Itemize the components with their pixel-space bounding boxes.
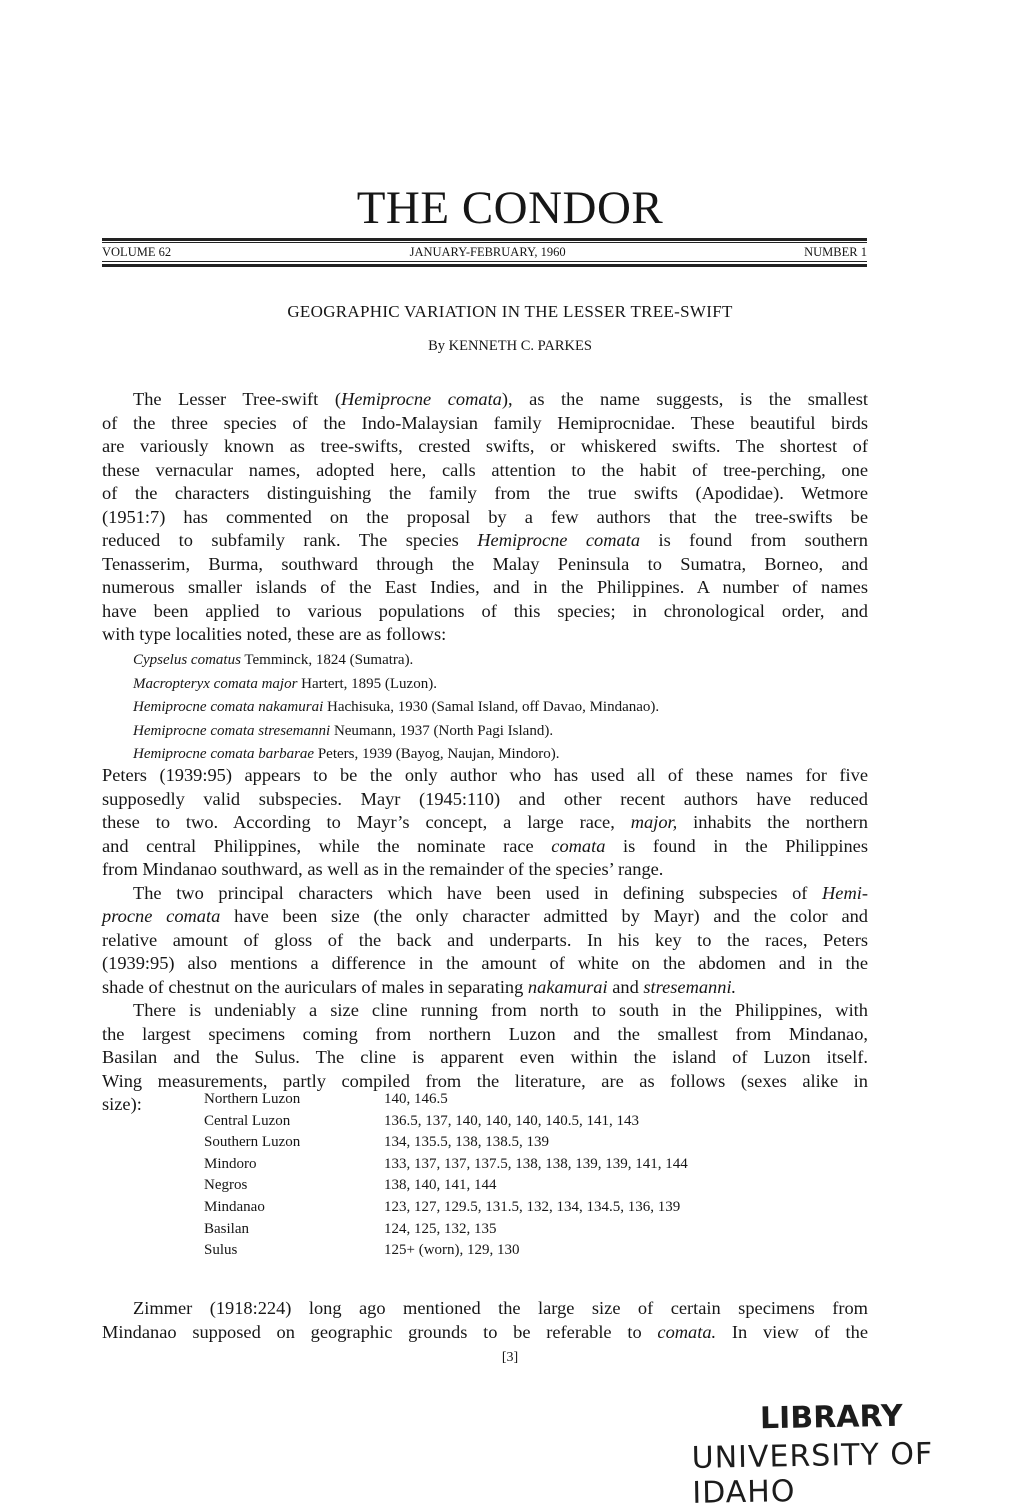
text-line: [102, 811, 868, 834]
issue-date: JANUARY-FEBRUARY, 1960: [409, 245, 566, 259]
italic-text: stresemanni.: [643, 976, 737, 997]
measurements-cell: 140, 146.5: [384, 1091, 448, 1107]
text-segment: ), as the name suggests, is the smallest: [501, 389, 868, 409]
text-line: [133, 696, 659, 719]
text-segment: Neumann, 1937 (North Pagi Island).: [330, 722, 554, 739]
text-segment: the largest specimens coming from northern Luzon and the smallest from Mindanao,: [102, 1023, 868, 1044]
text-line: [102, 976, 868, 999]
region-cell: Sulus: [204, 1242, 238, 1259]
text-segment: of the three species of the Indo-Malaysian family Hemiprocnidae. These beautiful birds: [102, 412, 868, 433]
text-segment: Wing measurements, partly compiled from the literature, are as follows (sexes alike in: [102, 1070, 868, 1091]
text-segment: (1939:95) also mentions a difference in the amount of white on the abdomen and in the: [102, 953, 868, 973]
region-cell: Northern Luzon: [204, 1091, 301, 1107]
text-segment: Tenasserim, Burma, southward through the Malay Peninsula to Sumatra, Borneo, and: [102, 553, 868, 574]
text-segment: with type localities noted, these are as follows:: [102, 624, 447, 644]
text-line: [102, 905, 868, 928]
text-segment: is found from southern: [640, 530, 868, 550]
text-segment: Temminck, 1824 (Sumatra).: [240, 652, 414, 668]
italic-text: Hemiprocne comata: [477, 530, 641, 550]
text-line: [102, 835, 868, 858]
text-segment: reduced to subfamily rank. The species: [102, 530, 478, 550]
text-line: [133, 1297, 868, 1320]
italic-text: major,: [630, 812, 678, 832]
text-line: [102, 1321, 868, 1344]
text-segment: is found in the Philippines: [605, 835, 868, 856]
text-line: [102, 929, 868, 952]
region-cell: Southern Luzon: [204, 1134, 301, 1151]
text-line: [102, 459, 868, 482]
text-line: [102, 623, 868, 646]
byline: By KENNETH C. PARKES: [428, 338, 592, 354]
text-line: [133, 743, 559, 766]
measurements-cell: 136.5, 137, 140, 140, 140, 140.5, 141, 143: [384, 1112, 639, 1129]
text-segment: There is undeniably a size cline running from north to south in the Philippines, with: [133, 1000, 868, 1020]
region-cell: Mindoro: [204, 1155, 257, 1172]
text-line: [102, 412, 868, 435]
text-line: [102, 506, 868, 529]
measurements-cell: 138, 140, 141, 144: [384, 1177, 497, 1194]
italic-text: Hemiprocne comata nakamurai: [133, 699, 324, 715]
text-segment: numerous smaller islands of the East Indies, and in the Philippines. A number of names: [102, 577, 868, 597]
italic-text: Hemiprocne comata stresemanni: [133, 722, 331, 739]
text-segment: and central Philippines, while the nominate race: [102, 835, 552, 856]
masthead-rule-top: [102, 238, 867, 241]
masthead: [102, 244, 867, 260]
text-segment: from Mindanao southward, as well as in the remainder of the species’ range.: [102, 859, 664, 879]
text-segment: Basilan and the Sulus. The cline is apparent even within the island of Luzon itself.: [102, 1047, 868, 1067]
text-segment: Mindanao supposed on geographic grounds to be referable to: [102, 1321, 658, 1342]
text-segment: these to two. According to Mayr’s concept, a large race,: [102, 812, 631, 832]
text-line: [133, 649, 413, 672]
region-cell: Basilan: [204, 1220, 249, 1237]
italic-text: Hemi-: [822, 882, 868, 903]
text-segment: Hartert, 1895 (Luzon).: [297, 675, 437, 692]
text-line: [102, 529, 868, 552]
text-line: [133, 999, 868, 1022]
text-segment: have been applied to various populations of this species; in chronological order, and: [102, 600, 868, 621]
masthead-rule-top-thin: [102, 242, 867, 243]
text-segment: relative amount of gloss of the back and underparts. In his key to the races, Peters: [102, 929, 868, 950]
text-line: [102, 576, 868, 599]
page-number: [3]: [501, 1350, 519, 1365]
text-segment: supposedly valid subspecies. Mayr (1945:110) and other recent authors have reduced: [102, 788, 868, 809]
measurements-cell: 124, 125, 132, 135: [384, 1220, 497, 1237]
measurements-cell: 134, 135.5, 138, 138.5, 139: [384, 1134, 549, 1151]
journal-title: THE CONDOR: [356, 182, 664, 234]
text-segment: are variously known as tree-swifts, crested swifts, or whiskered swifts. The shortest of: [102, 436, 868, 456]
text-line: [102, 600, 868, 623]
measurements-cell: 133, 137, 137, 137.5, 138, 138, 139, 139, 141, 144: [384, 1155, 688, 1172]
region-cell: Central Luzon: [204, 1112, 291, 1129]
italic-text: comata.: [657, 1321, 717, 1342]
measurements-cell: 125+ (worn), 129, 130: [384, 1242, 520, 1259]
text-segment: and: [607, 976, 644, 997]
italic-text: Hemiprocne comata barbarae: [133, 746, 315, 762]
masthead-rule-bottom: [102, 264, 867, 267]
article-title: GEOGRAPHIC VARIATION IN THE LESSER TREE-SWIFT: [287, 302, 733, 321]
text-segment: In view of the: [716, 1321, 869, 1342]
text-line: [133, 720, 553, 743]
text-line: [102, 788, 868, 811]
text-line: [102, 482, 868, 505]
text-segment: of the characters distinguishing the family from the true swifts (Apodidae). Wetmore: [102, 483, 868, 503]
italic-text: nakamurai: [527, 976, 608, 997]
text-line: [133, 388, 868, 411]
text-line: [102, 553, 868, 576]
text-segment: The Lesser Tree-swift (: [133, 389, 341, 409]
stamp-line-1: LIBRARY: [759, 1398, 903, 1437]
stamp-line-2: UNIVERSITY OF IDAHO: [691, 1436, 934, 1511]
text-line: [133, 882, 868, 905]
text-segment: Hachisuka, 1930 (Samal Island, off Davao, Mindanao).: [323, 699, 660, 715]
text-line: [102, 1023, 868, 1046]
text-line: [102, 764, 868, 787]
text-segment: Zimmer (1918:224) long ago mentioned the large size of certain specimens from: [133, 1298, 868, 1318]
text-segment: shade of chestnut on the auriculars of males in separating: [102, 976, 528, 997]
italic-text: Hemiprocne comata: [340, 389, 502, 409]
issue-number: NUMBER 1: [804, 245, 867, 259]
text-segment: size):: [102, 1094, 142, 1114]
text-segment: inhabits the northern: [677, 812, 868, 832]
italic-text: Macropteryx comata major: [133, 675, 298, 692]
italic-text: procne comata: [102, 906, 221, 926]
text-line: [102, 952, 868, 975]
italic-text: Cypselus comatus: [133, 652, 241, 668]
text-segment: Peters, 1939 (Bayog, Naujan, Mindoro).: [314, 746, 560, 762]
text-line: [102, 435, 868, 458]
text-segment: have been size (the only character admitted by Mayr) and the color and: [220, 906, 868, 926]
region-cell: Negros: [204, 1177, 248, 1194]
masthead-rule-bottom-thin: [102, 261, 867, 262]
text-line: [102, 858, 868, 881]
region-cell: Mindanao: [204, 1199, 265, 1215]
text-segment: (1951:7) has commented on the proposal by a few authors that the tree-swifts be: [102, 506, 868, 527]
text-segment: these vernacular names, adopted here, calls attention to the habit of tree-perching, one: [102, 459, 868, 480]
volume: VOLUME 62: [102, 245, 172, 259]
measurements-cell: 123, 127, 129.5, 131.5, 132, 134, 134.5, 136, 139: [384, 1199, 681, 1215]
text-segment: The two principal characters which have been used in defining subspecies of: [133, 882, 823, 903]
text-line: [133, 673, 437, 696]
text-line: [102, 1046, 868, 1069]
text-segment: Peters (1939:95) appears to be the only author who has used all of these names for five: [102, 765, 868, 785]
italic-text: comata: [551, 835, 606, 856]
